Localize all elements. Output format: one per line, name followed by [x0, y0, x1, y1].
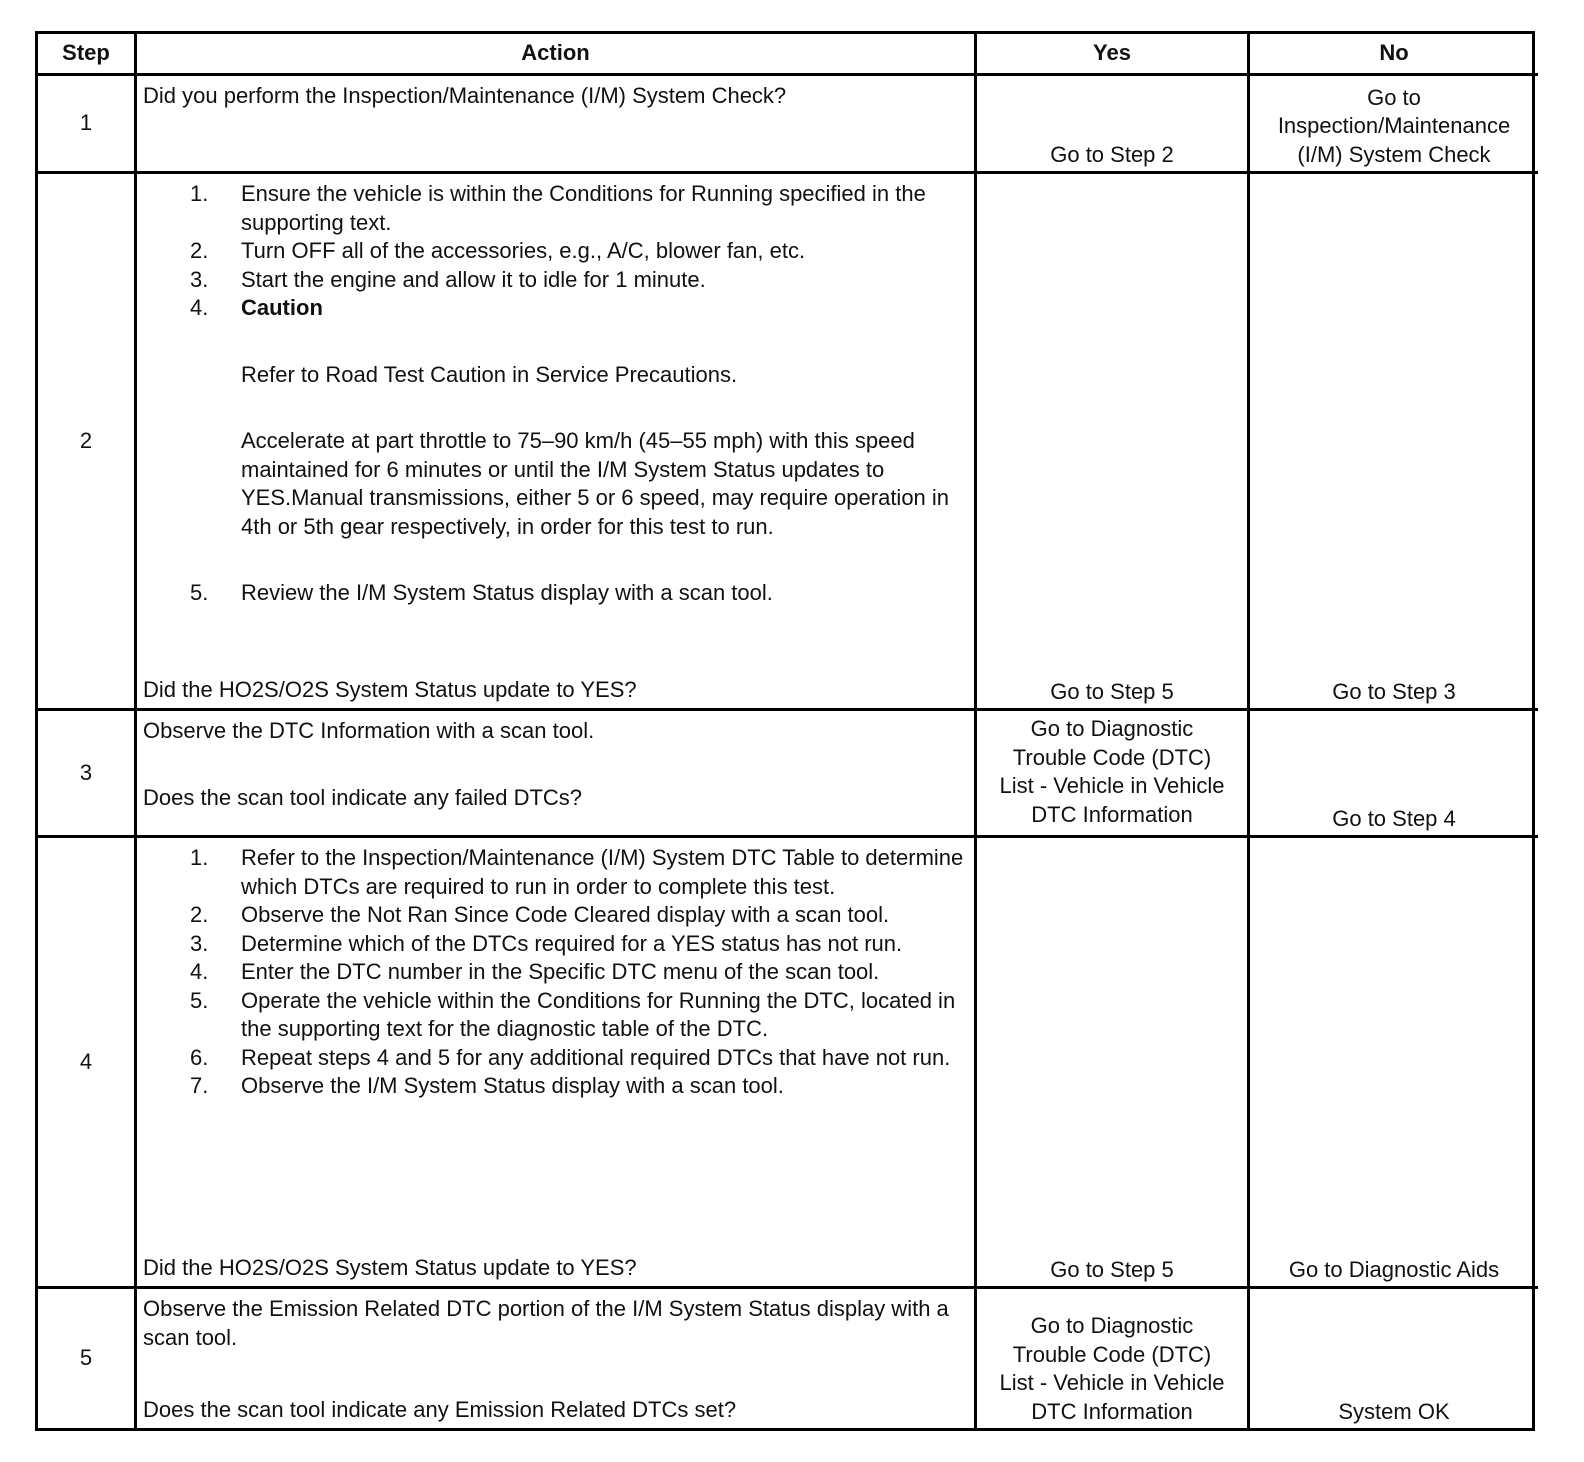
- caution-reference: Refer to Road Test Caution in Service Precautions.: [241, 361, 738, 387]
- list-item: [143, 237, 968, 266]
- diagnostic-table: [35, 31, 1535, 1431]
- yes-cell: [977, 1289, 1250, 1428]
- action-cell: [137, 174, 977, 711]
- list-item: [143, 930, 968, 959]
- question-text: Did the HO2S/O2S System Status update to YES?: [143, 676, 637, 702]
- list-item: [143, 958, 968, 987]
- list-number: 6.: [190, 1044, 209, 1070]
- list-text: Refer to the Inspection/Maintenance (I/M) System DTC Table to determine which DTCs are required to run in order to complete this test.: [241, 845, 964, 899]
- question-text: Did the HO2S/O2S System Status update to YES?: [143, 1254, 637, 1280]
- no-line: System OK: [1338, 1398, 1450, 1424]
- list-item: [143, 1072, 968, 1101]
- list-text: Repeat steps 4 and 5 for any additional required DTCs that have not run.: [241, 1044, 951, 1070]
- yes-cell: [977, 174, 1250, 711]
- list-text: Enter the DTC number in the Specific DTC menu of the scan tool.: [241, 959, 880, 984]
- step-number: 4: [38, 838, 137, 1289]
- caution-instruction: Accelerate at part throttle to 75–90 km/h (45–55 mph) with this speed maintained for 6 minutes or until the I/M System Status updates to YES.Manual transmissions, either 5 or 6 speed, may require operation in 4th or 5th gear respectively, in order for this test to run.: [241, 428, 950, 539]
- yes-cell: [977, 76, 1250, 174]
- yes-line: Go to Diagnostic: [1030, 716, 1194, 741]
- caution-heading: Caution: [241, 295, 323, 320]
- question-text: Did you perform the Inspection/Maintenance (I/M) System Check?: [143, 83, 787, 108]
- list-item: [143, 844, 968, 901]
- yes-line: Go to Step 5: [1050, 678, 1174, 704]
- list-number: 3.: [190, 930, 209, 956]
- question-text: Does the scan tool indicate any failed DTCs?: [143, 784, 583, 810]
- action-cell: [137, 76, 977, 174]
- yes-line: DTC Information: [1031, 801, 1193, 827]
- no-line: Go to Step 4: [1332, 805, 1456, 831]
- question-text: Does the scan tool indicate any Emission Related DTCs set?: [143, 1396, 737, 1422]
- yes-cell: [977, 838, 1250, 1289]
- instruction-text: Observe the Emission Related DTC portion of the I/M System Status display with a scan tool.: [143, 1296, 949, 1350]
- list-item: [143, 987, 968, 1044]
- header-step: Step: [38, 34, 137, 76]
- action-cell: [137, 838, 977, 1289]
- list-text: Turn OFF all of the accessories, e.g., A/C, blower fan, etc.: [241, 238, 806, 263]
- list-text: Start the engine and allow it to idle for 1 minute.: [241, 266, 706, 292]
- no-cell: [1250, 711, 1538, 838]
- header-no: No: [1250, 34, 1538, 76]
- no-line: Inspection/Maintenance: [1277, 113, 1511, 138]
- step-number: 5: [38, 1289, 137, 1428]
- step-number: 3: [38, 711, 137, 838]
- list-text: Observe the Not Ran Since Code Cleared display with a scan tool.: [241, 902, 890, 927]
- list-text: Observe the I/M System Status display with a scan tool.: [241, 1073, 784, 1098]
- list-item: [143, 1044, 968, 1073]
- no-cell: [1250, 1289, 1538, 1428]
- yes-line: Trouble Code (DTC): [1012, 744, 1212, 770]
- list-number: 3.: [190, 266, 209, 292]
- yes-line: List - Vehicle in Vehicle: [999, 1370, 1225, 1395]
- list-item: [143, 266, 968, 295]
- list-number: 7.: [190, 1073, 209, 1098]
- no-line: Go to: [1367, 84, 1421, 110]
- no-line: Go to Step 3: [1332, 678, 1456, 704]
- no-line: Go to Diagnostic Aids: [1288, 1256, 1500, 1282]
- header-action: Action: [137, 34, 977, 76]
- no-line: (I/M) System Check: [1297, 141, 1491, 167]
- no-cell: [1250, 174, 1538, 711]
- list-text: Operate the vehicle within the Conditions for Running the DTC, located in the supporting text for the diagnostic table of the DTC.: [241, 987, 956, 1041]
- list-number: 2.: [190, 902, 209, 927]
- no-cell: [1250, 76, 1538, 174]
- list-text: Ensure the vehicle is within the Conditions for Running specified in the supporting text.: [241, 181, 926, 235]
- list-text: Review the I/M System Status display with a scan tool.: [241, 580, 773, 605]
- action-cell: [137, 711, 977, 838]
- yes-cell: [977, 711, 1250, 838]
- yes-line: Go to Diagnostic: [1030, 1313, 1194, 1338]
- numbered-list: [143, 844, 968, 1101]
- list-number: 4.: [190, 295, 209, 320]
- yes-line: Trouble Code (DTC): [1012, 1341, 1212, 1367]
- list-number: 2.: [190, 238, 209, 263]
- list-number: 5.: [190, 987, 209, 1013]
- step-number: 1: [38, 76, 137, 174]
- yes-line: List - Vehicle in Vehicle: [999, 773, 1225, 798]
- list-item: [143, 180, 968, 237]
- step-number: 2: [38, 174, 137, 711]
- yes-line: Go to Step 5: [1050, 1256, 1174, 1282]
- numbered-list: [143, 180, 968, 608]
- list-number: 4.: [190, 959, 209, 984]
- list-number: 5.: [190, 580, 209, 605]
- action-cell: [137, 1289, 977, 1428]
- instruction-text: Observe the DTC Information with a scan tool.: [143, 718, 595, 743]
- header-yes: Yes: [977, 34, 1250, 76]
- list-number: 1.: [190, 181, 209, 206]
- list-item: [143, 294, 968, 541]
- list-item: [143, 901, 968, 930]
- no-cell: [1250, 838, 1538, 1289]
- yes-line: DTC Information: [1031, 1398, 1193, 1424]
- list-item: [143, 579, 968, 608]
- list-number: 1.: [190, 845, 209, 870]
- list-text: Determine which of the DTCs required for a YES status has not run.: [241, 930, 903, 956]
- yes-line: Go to Step 2: [1050, 141, 1174, 167]
